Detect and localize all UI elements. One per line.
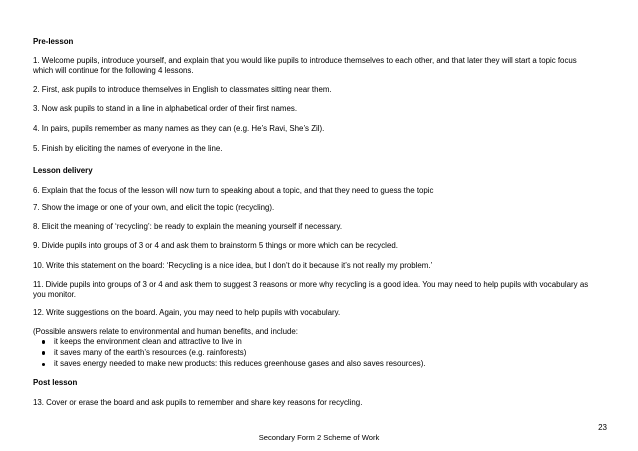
list-item [33, 359, 426, 370]
lesson-delivery-item-11: 11. Divide pupils into groups of 3 or 4 and ask them to suggest 3 reasons or more why recycling is a good idea. You may need to help pupils with vocabulary as you monitor. [33, 280, 589, 299]
page-footer: Secondary Form 2 Scheme of Work [258, 433, 380, 442]
pre-lesson-item-5: 5. Finish by eliciting the names of everyone in the line. [33, 144, 223, 153]
list-item [33, 337, 426, 348]
lesson-delivery-item-10: 10. Write this statement on the board: ‘Recycling is a nice idea, but I don’t do it because it’s not really my problem.’ [33, 261, 433, 270]
pre-lesson-item-4: 4. In pairs, pupils remember as many names as they can (e.g. He’s Ravi, She’s Zil). [33, 124, 325, 133]
bullet-icon [42, 351, 45, 354]
post-lesson-item-13: 13. Cover or erase the board and ask pupils to remember and share key reasons for recycling. [33, 398, 363, 407]
possible-answers-list [33, 337, 426, 371]
lesson-delivery-item-12: 12. Write suggestions on the board. Again, you may need to help pupils with vocabulary. [33, 308, 341, 317]
pre-lesson-heading: Pre-lesson [33, 37, 74, 46]
lesson-delivery-item-7: 7. Show the image or one of your own, and elicit the topic (recycling). [33, 203, 275, 212]
bullet-icon [42, 363, 45, 366]
pre-lesson-item-2: 2. First, ask pupils to introduce themselves in English to classmates sitting near them. [33, 85, 332, 94]
list-item [33, 348, 426, 359]
list-item-text: it saves energy needed to make new products: this reduces greenhouse gases and also saves resources). [54, 359, 426, 369]
list-item-text: it saves many of the earth’s resources (e.g. rainforests) [54, 348, 247, 358]
pre-lesson-item-3: 3. Now ask pupils to stand in a line in alphabetical order of their first names. [33, 104, 298, 113]
list-item-text: it keeps the environment clean and attractive to live in [54, 337, 242, 346]
lesson-delivery-item-8: 8. Elicit the meaning of ‘recycling’: be ready to explain the meaning yourself if necessary. [33, 222, 343, 231]
page-number: 23 [598, 423, 607, 432]
bullet-icon [42, 340, 45, 343]
lesson-delivery-item-6: 6. Explain that the focus of the lesson will now turn to speaking about a topic, and that they need to guess the topic [33, 186, 434, 195]
possible-answers-intro: (Possible answers relate to environmental and human benefits, and include: [33, 327, 298, 336]
lesson-delivery-heading: Lesson delivery [33, 166, 93, 175]
pre-lesson-item-1: 1. Welcome pupils, introduce yourself, and explain that you would like pupils to introduce themselves to each other, and that later they will start a topic focus which will continue for the following 4 lessons. [33, 56, 577, 75]
post-lesson-heading: Post lesson [33, 378, 78, 387]
lesson-delivery-item-9: 9. Divide pupils into groups of 3 or 4 and ask them to brainstorm 5 things or more which can be recycled. [33, 241, 398, 250]
